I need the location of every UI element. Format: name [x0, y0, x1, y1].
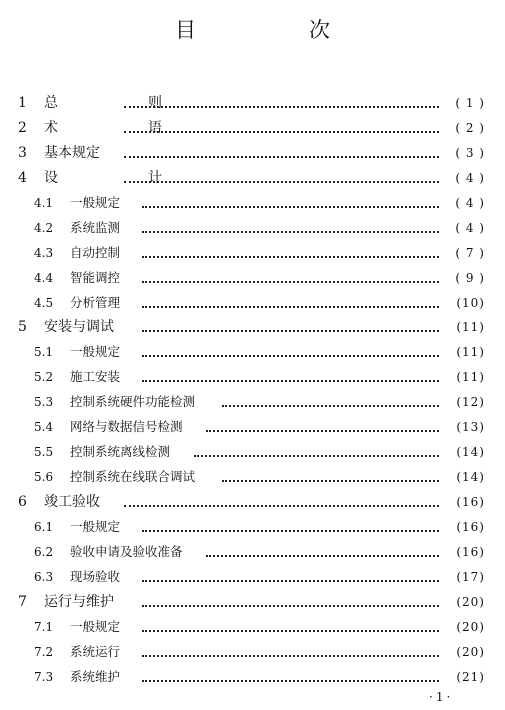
toc-entry-number: 6	[18, 494, 27, 510]
toc-entry[interactable]	[0, 266, 505, 291]
toc-entry[interactable]	[0, 241, 505, 266]
toc-entry-title: 安装与调试	[44, 319, 114, 336]
toc-entry-number: 4.5	[34, 295, 54, 310]
toc-entry-page: (13)	[456, 420, 485, 435]
toc-entry-number: 4.1	[34, 195, 54, 210]
toc-leader-dots	[194, 455, 439, 457]
toc-entry[interactable]	[0, 390, 505, 415]
toc-entry-title: 施工安装	[70, 369, 121, 385]
toc-entry-title: 竣工验收	[44, 494, 100, 510]
toc-entry-title: 控制系统离线检测	[70, 444, 171, 460]
toc-entry-title: 术 语	[44, 119, 200, 136]
toc-leader-dots	[124, 106, 439, 108]
toc-leader-dots	[142, 306, 439, 308]
toc-entry-number: 1	[18, 95, 27, 111]
page-number: ·1·	[429, 690, 454, 704]
toc-entry-page: (11)	[456, 320, 485, 335]
table-of-contents	[0, 91, 505, 690]
toc-entry-page: ( 2 )	[455, 120, 485, 135]
toc-entry[interactable]	[0, 91, 505, 116]
toc-entry-title: 设 计	[44, 169, 200, 186]
toc-leader-dots	[222, 405, 439, 407]
toc-entry[interactable]	[0, 191, 505, 216]
toc-entry-page: (20)	[456, 644, 485, 659]
toc-entry[interactable]	[0, 665, 505, 690]
toc-entry[interactable]	[0, 415, 505, 440]
toc-entry-title: 智能调控	[70, 269, 121, 285]
toc-entry-title: 一般规定	[70, 194, 121, 210]
toc-leader-dots	[222, 480, 439, 482]
toc-leader-dots	[124, 181, 439, 183]
toc-leader-dots	[142, 330, 439, 332]
toc-entry-title: 基本规定	[44, 144, 100, 161]
toc-leader-dots	[142, 231, 439, 233]
toc-entry[interactable]	[0, 615, 505, 640]
toc-leader-dots	[142, 380, 439, 382]
toc-leader-dots	[124, 156, 439, 158]
toc-leader-dots	[142, 680, 439, 682]
toc-entry-number: 4	[18, 169, 27, 186]
toc-entry-page: (16)	[456, 519, 485, 534]
toc-entry-title: 控制系统硬件功能检测	[70, 394, 196, 410]
toc-entry-number: 5.1	[34, 345, 54, 360]
toc-entry-page: ( 7 )	[455, 245, 485, 260]
toc-entry-page: ( 9 )	[455, 270, 485, 285]
toc-entry-number: 7.2	[34, 644, 54, 659]
toc-entry-number: 5.2	[34, 370, 54, 385]
toc-entry[interactable]	[0, 216, 505, 241]
toc-entry-number: 2	[18, 119, 27, 136]
toc-entry-number: 3	[18, 144, 27, 161]
toc-entry-title: 一般规定	[70, 344, 121, 360]
toc-entry[interactable]	[0, 515, 505, 540]
toc-entry-number: 7.3	[34, 669, 54, 684]
toc-entry[interactable]	[0, 365, 505, 390]
toc-entry[interactable]	[0, 640, 505, 665]
toc-entry[interactable]	[0, 116, 505, 141]
toc-entry-page: (16)	[456, 544, 485, 559]
toc-entry[interactable]	[0, 490, 505, 515]
toc-leader-dots	[206, 555, 439, 557]
toc-entry-page: (10)	[456, 295, 485, 310]
toc-leader-dots	[142, 256, 439, 258]
page-title: 目 次	[175, 18, 376, 42]
toc-leader-dots	[142, 630, 439, 632]
toc-entry-title: 系统运行	[70, 643, 121, 659]
toc-entry-number: 7	[18, 593, 27, 610]
toc-entry-number: 4.4	[34, 270, 54, 285]
toc-entry-page: ( 1 )	[455, 96, 485, 110]
toc-entry[interactable]	[0, 440, 505, 465]
toc-entry-number: 6.3	[34, 569, 54, 584]
toc-entry-page: ( 3 )	[455, 145, 485, 160]
toc-entry-number: 5.4	[34, 420, 54, 435]
toc-entry-number: 7.1	[34, 619, 54, 634]
toc-entry-page: (11)	[456, 345, 485, 360]
toc-entry[interactable]	[0, 340, 505, 365]
toc-entry-page: (17)	[456, 569, 485, 584]
toc-entry-title: 网络与数据信号检测	[70, 419, 183, 435]
toc-entry-title: 系统维护	[70, 668, 121, 684]
toc-entry-title: 分析管理	[70, 294, 121, 310]
toc-entry-page: (21)	[456, 669, 485, 684]
toc-entry-page: ( 4 )	[455, 195, 485, 210]
toc-entry-title: 自动控制	[70, 244, 121, 260]
toc-entry-title: 现场验收	[70, 568, 121, 584]
toc-entry[interactable]	[0, 315, 505, 340]
toc-entry-number: 4.2	[34, 220, 54, 235]
toc-entry-page: (12)	[456, 395, 485, 410]
toc-leader-dots	[142, 605, 439, 607]
toc-leader-dots	[142, 206, 439, 208]
toc-entry-number: 5.6	[34, 470, 54, 485]
toc-entry-page: (20)	[456, 619, 485, 634]
toc-leader-dots	[142, 355, 439, 357]
toc-leader-dots	[142, 530, 439, 532]
toc-entry-page: ( 4 )	[455, 170, 485, 185]
toc-entry-page: (14)	[456, 470, 485, 485]
toc-entry[interactable]	[0, 166, 505, 191]
toc-entry-number: 6.2	[34, 544, 54, 559]
toc-entry[interactable]	[0, 590, 505, 615]
toc-entry[interactable]	[0, 565, 505, 590]
toc-entry-title: 系统监测	[70, 219, 121, 235]
toc-entry[interactable]	[0, 540, 505, 565]
toc-entry-title: 验收申请及验收准备	[70, 543, 183, 559]
toc-leader-dots	[142, 580, 439, 582]
toc-entry-title: 一般规定	[70, 518, 121, 534]
toc-entry-page: (20)	[456, 594, 485, 609]
toc-entry[interactable]	[0, 291, 505, 316]
toc-leader-dots	[206, 430, 439, 432]
toc-entry-page: (16)	[456, 495, 485, 509]
toc-entry-number: 5.3	[34, 395, 54, 410]
toc-leader-dots	[124, 505, 439, 507]
toc-entry-number: 6.1	[34, 519, 54, 534]
toc-leader-dots	[142, 281, 439, 283]
toc-entry-title: 控制系统在线联合调试	[70, 469, 196, 485]
toc-entry-page: ( 4 )	[455, 220, 485, 235]
toc-entry-number: 4.3	[34, 245, 54, 260]
toc-entry[interactable]	[0, 465, 505, 490]
toc-entry-title: 一般规定	[70, 618, 121, 634]
toc-entry[interactable]	[0, 141, 505, 166]
toc-entry-page: (14)	[456, 445, 485, 460]
toc-entry-title: 总 则	[44, 95, 200, 111]
toc-leader-dots	[124, 131, 439, 133]
toc-entry-title: 运行与维护	[44, 593, 114, 610]
toc-entry-number: 5.5	[34, 445, 54, 460]
toc-leader-dots	[142, 655, 439, 657]
toc-entry-page: (11)	[456, 370, 485, 385]
toc-entry-number: 5	[18, 319, 27, 336]
